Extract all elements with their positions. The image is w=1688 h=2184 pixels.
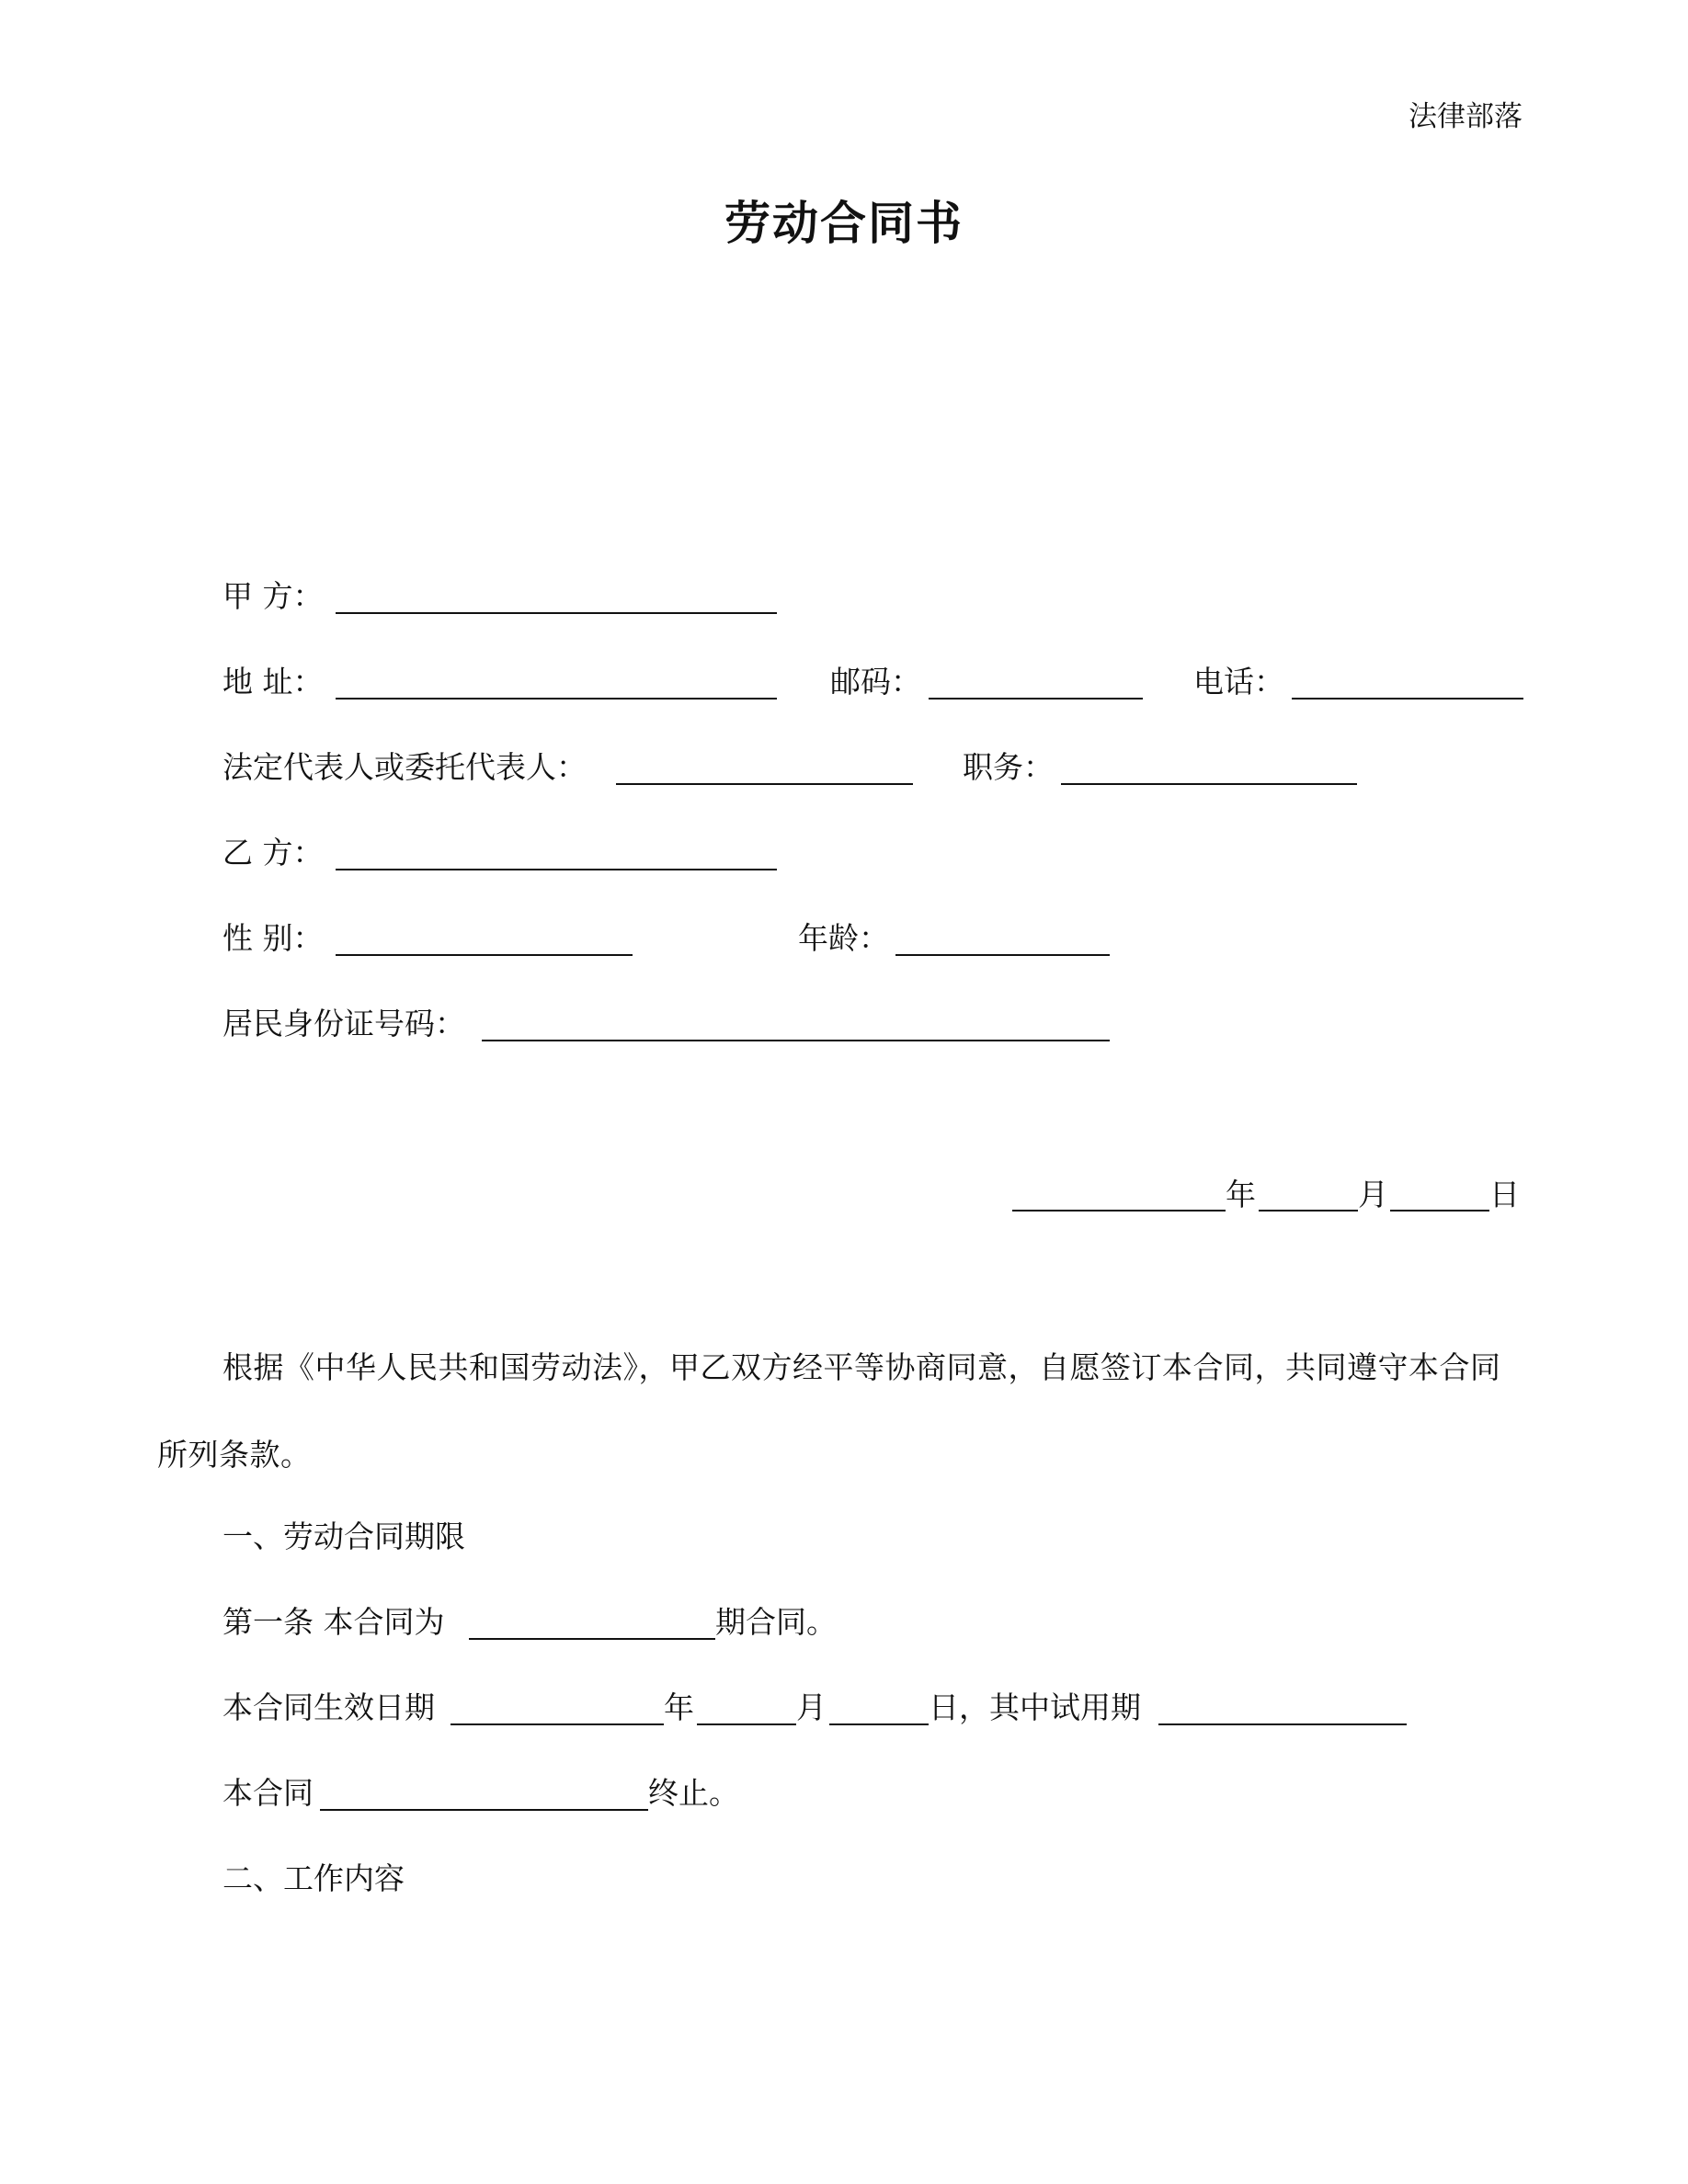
section1-heading: 一、劳动合同期限 [222, 1519, 465, 1554]
signing-month-label: 月 [1358, 1177, 1388, 1212]
party-a-blank[interactable] [336, 612, 777, 614]
header-site-name: 法律部落 [1409, 100, 1523, 133]
signing-day-blank[interactable] [1390, 1210, 1489, 1211]
end-suffix: 终止。 [648, 1775, 739, 1811]
effective-day-blank[interactable] [829, 1723, 929, 1725]
end-prefix: 本合同 [222, 1775, 314, 1811]
end-date-blank[interactable] [320, 1809, 648, 1811]
gender-blank[interactable] [336, 954, 633, 956]
party-a-label: 甲 方： [222, 578, 324, 614]
document-title: 劳动合同书 [724, 196, 964, 250]
phone-blank[interactable] [1292, 698, 1523, 700]
gender-label: 性 别： [222, 920, 324, 956]
article1-suffix: 期合同。 [715, 1604, 837, 1640]
signing-day-label: 日 [1489, 1177, 1520, 1212]
address-blank[interactable] [336, 698, 777, 700]
signing-month-blank[interactable] [1259, 1210, 1358, 1211]
intro-paragraph: 根据《中华人民共和国劳动法》，甲乙双方经平等协商同意，自愿签订本合同，共同遵守本合同所列条款。 [157, 1349, 1501, 1473]
party-b-label: 乙 方： [222, 835, 324, 870]
effective-month-blank[interactable] [697, 1723, 796, 1725]
signing-year-label: 年 [1226, 1177, 1256, 1212]
age-label: 年龄： [798, 920, 889, 956]
effective-day-trial-label: 日，其中试用期 [929, 1689, 1141, 1725]
signing-year-blank[interactable] [1012, 1210, 1226, 1211]
trial-period-blank[interactable] [1158, 1723, 1407, 1725]
address-label: 地 址： [222, 664, 324, 700]
party-b-blank[interactable] [336, 869, 777, 870]
representative-label: 法定代表人或委托代表人： [222, 749, 587, 785]
phone-label: 电话： [1193, 664, 1284, 700]
article1-prefix: 第一条 本合同为 [222, 1604, 445, 1640]
position-blank[interactable] [1061, 783, 1357, 785]
age-blank[interactable] [895, 954, 1110, 956]
postcode-label: 邮码： [830, 664, 921, 700]
effective-date-prefix: 本合同生效日期 [222, 1689, 435, 1725]
contract-term-blank[interactable] [469, 1638, 715, 1640]
representative-blank[interactable] [616, 783, 913, 785]
id-number-blank[interactable] [482, 1040, 1110, 1041]
section2-heading: 二、工作内容 [222, 1860, 405, 1896]
id-number-label: 居民身份证号码： [222, 1006, 465, 1041]
effective-year-label: 年 [664, 1689, 694, 1725]
position-label: 职务： [963, 749, 1054, 785]
effective-month-label: 月 [796, 1689, 827, 1725]
postcode-blank[interactable] [929, 698, 1143, 700]
effective-year-blank[interactable] [451, 1723, 664, 1725]
